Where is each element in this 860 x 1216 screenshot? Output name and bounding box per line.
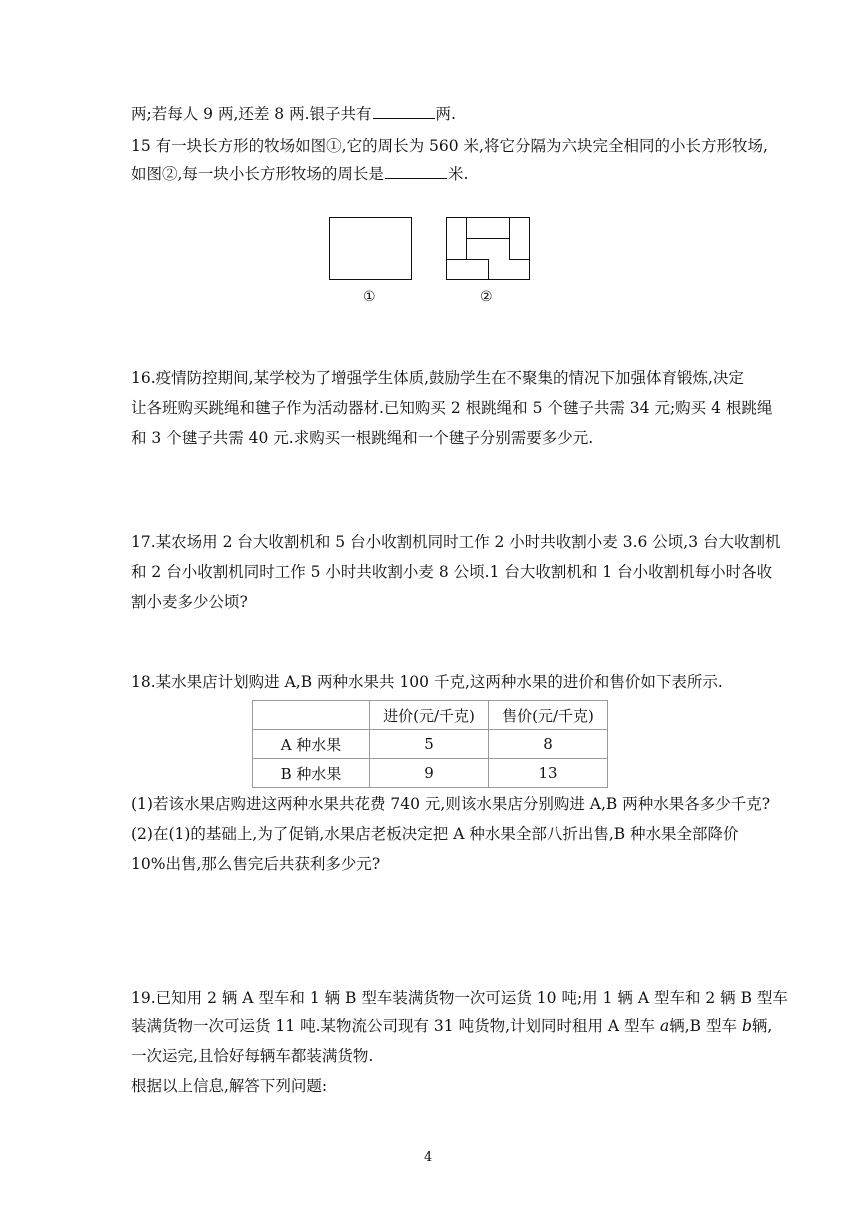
q17-line-1: 17.某农场用 2 台大收割机和 5 台小收割机同时工作 2 小时共收割小麦 3.6 公顷,3 台大收割机	[131, 533, 781, 551]
figure-2-label: ②	[480, 289, 493, 305]
figure-2-right-strip	[509, 217, 530, 260]
q18-line-1: 18.某水果店计划购进 A,B 两种水果共 100 千克,这两种水果的进价和售价如下表所示.	[131, 673, 723, 691]
q15-line-1: 15 有一块长方形的牧场如图①,它的周长为 560 米,将它分隔为六块完全相同的小长方形牧场,	[131, 137, 768, 155]
table-cell: 8	[489, 730, 608, 759]
table-cell: B 种水果	[253, 759, 370, 788]
q15-line-2	[131, 164, 468, 184]
q19-text-a: 装满货物一次可运货 11 吨.某物流公司现有 31 吨货物,计划同时租用 A 型车	[131, 1017, 656, 1035]
answer-blank[interactable]	[385, 164, 447, 179]
figure-1-rectangle	[329, 217, 412, 280]
q15-unit: 米.	[447, 165, 469, 183]
q18-part-3: 10%出售,那么售完后共获利多少元?	[131, 855, 381, 873]
q19-line-2	[131, 1016, 772, 1036]
q18-part-2: (2)在(1)的基础上,为了促销,水果店老板决定把 A 种水果全部八折出售,B 种水果全部降价	[131, 825, 739, 843]
q17-line-3: 割小麦多少公顷?	[131, 593, 248, 611]
q14-continuation	[131, 104, 456, 124]
table-row	[253, 759, 608, 788]
price-table	[252, 700, 608, 788]
q18-part-1: (1)若该水果店购进这两种水果共花费 740 元,则该水果店分别购进 A,B 两种水果各多少千克?	[131, 795, 770, 813]
q16-line-3: 和 3 个毽子共需 40 元.求购买一根跳绳和一个毽子分别需要多少元.	[131, 429, 594, 447]
q19-line-4: 根据以上信息,解答下列问题:	[131, 1077, 328, 1095]
figure-2-left-strip	[446, 217, 467, 260]
figure-2-partition	[446, 217, 530, 280]
table-header-cell: 售价(元/千克)	[489, 701, 608, 730]
table-header-cell	[253, 701, 370, 730]
answer-blank[interactable]	[373, 104, 435, 119]
q14-text: 两;若每人 9 两,还差 8 两.银子共有	[131, 105, 372, 123]
table-cell: 5	[370, 730, 489, 759]
q16-line-1: 16.疫情防控期间,某学校为了增强学生体质,鼓励学生在不聚集的情况下加强体育锻炼,决定	[131, 369, 744, 387]
variable-a: a	[660, 1017, 670, 1035]
q15-text: 如图②,每一块小长方形牧场的周长是	[131, 165, 384, 183]
table-header-cell: 进价(元/千克)	[370, 701, 489, 730]
q19-text-c: 辆,	[751, 1017, 773, 1035]
table-header-row	[253, 701, 608, 730]
q17-line-2: 和 2 台小收割机同时工作 5 小时共收割小麦 8 公顷.1 台大收割机和 1 台小收割机每小时各收	[131, 563, 773, 581]
q19-text-b: 辆,B 型车	[669, 1017, 737, 1035]
figure-2-middle-top	[466, 217, 510, 239]
q19-line-1: 19.已知用 2 辆 A 型车和 1 辆 B 型车装满货物一次可运货 10 吨;用 1 辆 A 型车和 2 辆 B 型车	[131, 989, 788, 1007]
figure-1-label: ①	[363, 289, 376, 305]
table-cell: 9	[370, 759, 489, 788]
q19-line-3: 一次运完,且恰好每辆车都装满货物.	[131, 1047, 374, 1065]
table-cell: A 种水果	[253, 730, 370, 759]
page-number: 4	[424, 1150, 433, 1165]
variable-b: b	[741, 1017, 752, 1035]
table-cell: 13	[489, 759, 608, 788]
table-row	[253, 730, 608, 759]
figure-2-bottom-left	[446, 259, 489, 280]
q14-unit: 两.	[435, 105, 456, 123]
q16-line-2: 让各班购买跳绳和毽子作为活动器材.已知购买 2 根跳绳和 5 个毽子共需 34 元;购买 4 根跳绳	[131, 399, 773, 417]
